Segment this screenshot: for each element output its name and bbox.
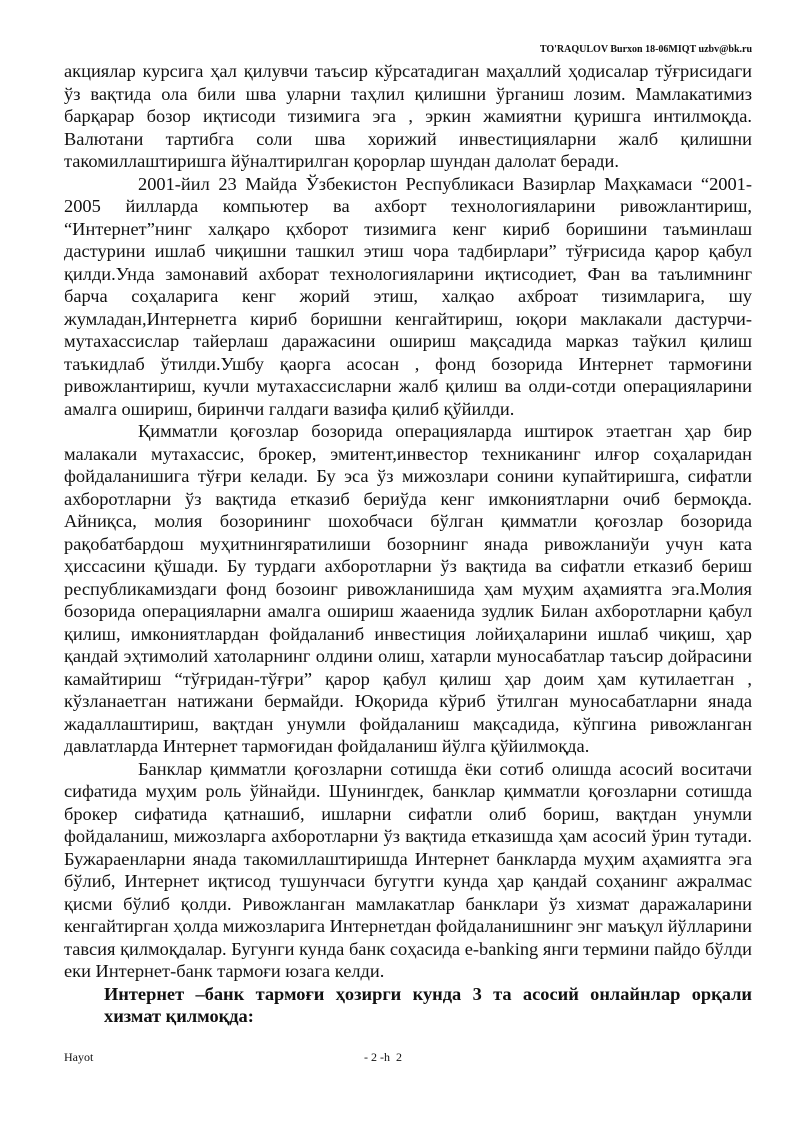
paragraph-1: акциялар курсига ҳал қилувчи таъсир кўрсатадиган маҳаллий ҳодисалар тўғрисидаги ўз вақтида ола били шва уларни таҳлил қилишни ўрганиш лозим. Мамлакатимиз барқарар бозор иқтисоди тизимига эга , эркин жамиятни қуришга интилмоқда. Валютани тартибга соли шва хорижий инвестицияларни жалб қилишни такомиллаштиришга йўналтирилган қорорлар шундан далолат беради.: [64, 61, 752, 171]
footer-left-text: Hayot: [64, 1050, 94, 1064]
page-header: TO'RAQULOV Burxon 18-06MIQT uzbv@bk.ru: [539, 44, 752, 55]
page-number: - 2 -h 2: [364, 1050, 402, 1064]
bold-heading-paragraph: Интернет –банк тармоғи ҳозирги кунда 3 та асосий онлайнлар орқали хизмат қилмоқда:: [104, 983, 752, 1026]
document-body: [64, 60, 752, 1028]
paragraph-2: 2001-йил 23 Майда Ўзбекистон Республикаси Вазирлар Маҳкамаси “2001-2005 йилларда компьютер ва ахборт технологияларини ривожлантириш, “Интернет”нинг халқаро қхборот тизимига кенг кириб боришини таъминлаш дастурини ишлаб чиқишни ташкил этиш чора тадбирлари” тўғрисида қарор қабул қилди.Унда замонавий ахборат технологияларини иқтисодиет, Фан ва таълимнинг барча соҳаларига кенг жорий этиш, халқао ахброат тизимларига, шу жумладан,Интернетга кириб боришни кенгайтириш, юқори маклакали дастурчи-мутахассислар тайерлаш даражасини ошириш мақсадида марказ таўкил қилиш таъкидлаб ўтилди.Ушбу қаорга асосан , фонд бозорида Интернет тармоғини ривожлантириш, кучли мутахассисларни жалб қилиш ва олди-сотди операцияларини амалга ошириш, биринчи галдаги вазифа қилиб қўйилди.: [64, 173, 752, 419]
paragraph-3: Қимматли қоғозлар бозорида операцияларда иштирок этаетган ҳар бир малакали мутахассис, брокер, эмитент,инвестор техниканинг илғор соҳаларидан фойдаланишига тўғри келади. Бу эса ўз мижозлари сонини купайтиришга, сифатли ахборотларни ўз вақтида етказиб бериўда кенг имкониятларни очиб бермоқда. Айниқса, молия бозорининг шохобчаси бўлган қимматли қоғозлар бозорида рақобатбардош муҳитнингяратилиши бозорнинг янада ривожланиўи учун ката ҳиссасини қўшади. Бу турдаги ахборотларни ўз вақтида ва сифатли етказиб бериш республикамиздаги фонд бозоинг ривожланишида ҳам муҳим аҳамиятга эга.Молия бозорида операцияларни амалга ошириш жааенида зудлик Билан ахборотларни қабул қилиш, имкониятлардан фойдаланиб инвестиция лойиҳаларини ишлаб чиқиш, ҳар қандай эҳтимолий хатоларнинг олдини олиш, хатарли муносабатлар таъсир дойрасини камайтириш “тўғридан-тўғри” қарор қабул қилиш ҳар доим ҳам кутилаетган , кўзланаетган натижани бермайди. Юқорида кўриб ўтилган муносабатларни янада жадаллаштириш, вақтдан унумли фойдаланиш мақсадида, кўпгина ривожланган давлатларда Интернет тармоғидан фойдаланиш йўлга қўйилмоқда.: [64, 421, 752, 756]
paragraph-4: Банклар қимматли қоғозларни сотишда ёки сотиб олишда асосий воситачи сифатида муҳим роль ўйнайди. Шунингдек, банклар қимматли қоғозларни сотишда брокер сифатида қатнашиб, ишларни сифатли олиб бориш, вақтдан унумли фойдаланиш, мижозларга ахборотларни ўз вақтида етказишда ҳам асосий ўрин тутади. Бужараенларни янада такомиллаштиришда Интернет банкларда муҳим аҳамиятга эга бўлиб, Интернет иқтисод тушунчаси бугутги кунда ҳар қандай соҳанинг ажралмас қисми бўлиб қолди. Ривожланган мамлакатлар банклари ўз хизмат даражаларини кенгайтирган ҳолда мижозларига Интернетдан фойдаланишнинг энг маъқул йўлларини тавсия қилмоқдалар. Бугунги кунда банк соҳасида e-banking янги термини пайдо бўлди еки Интернет-банк тармоғи юзага келди.: [64, 758, 752, 981]
